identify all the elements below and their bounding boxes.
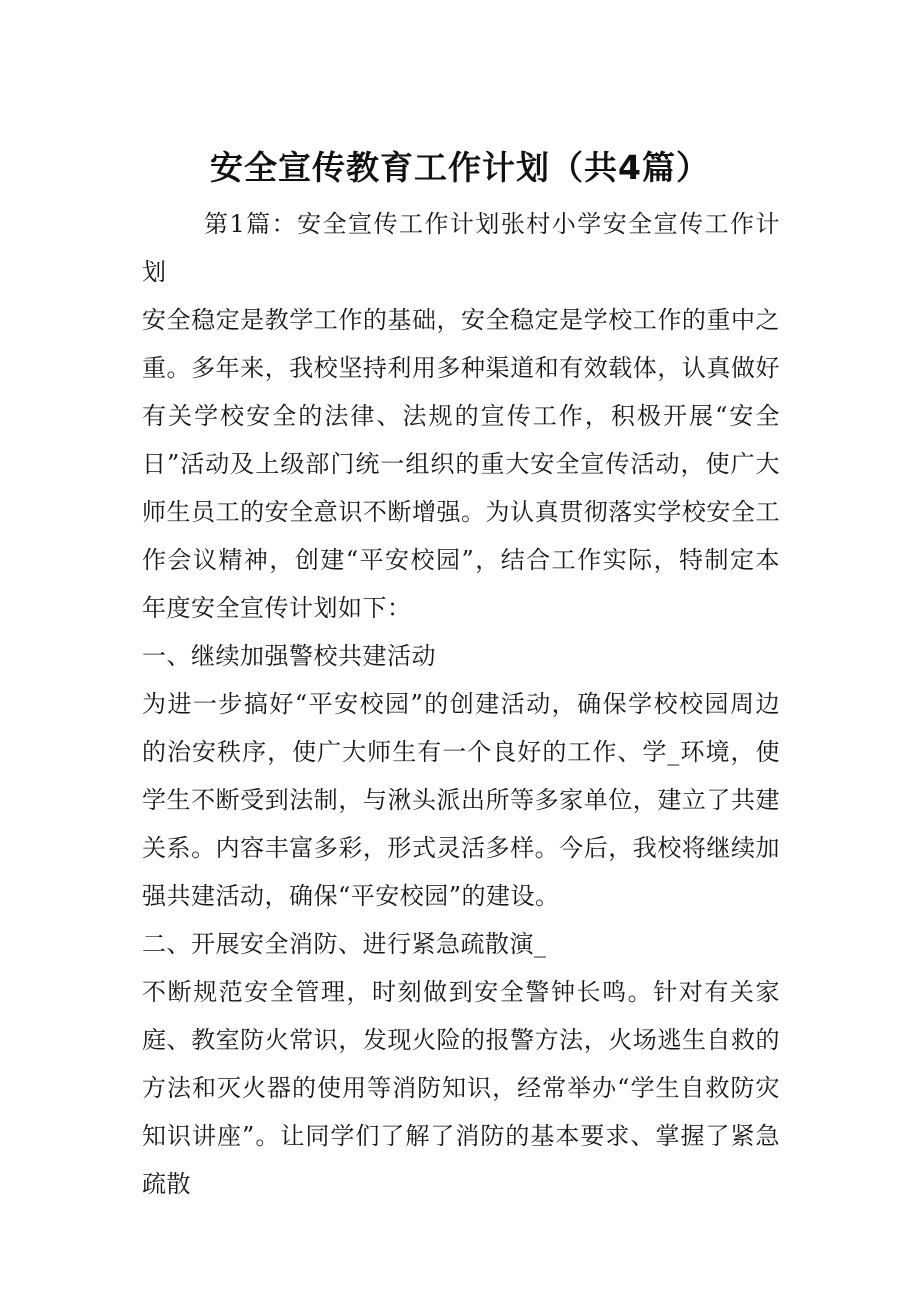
section-heading: 二、开展安全消防、进行紧急疏散演_ <box>142 930 547 958</box>
section-heading: 一、继续加强警校共建活动 <box>142 642 436 670</box>
document-body <box>142 200 780 1208</box>
body-paragraph: 不断规范安全管理，时刻做到安全警钟长鸣。针对有关家庭、教室防火常识，发现火险的报警方法，火场逃生自救的方法和灭火器的使用等消防知识，经常举办“学生自救防灾知识讲座”。让同学们了解了消防的基本要求、掌握了紧急疏散 <box>142 978 780 1198</box>
body-paragraph: 安全稳定是教学工作的基础，安全稳定是学校工作的重中之重。多年来，我校坚持利用多种渠道和有效载体，认真做好有关学校安全的法律、法规的宣传工作，积极开展“安全日”活动及上级部门统一组织的重大安全宣传活动，使广大师生员工的安全意识不断增强。为认真贯彻落实学校安全工作会议精神，创建“平安校园”，结合工作实际，特制定本年度安全宣传计划如下： <box>142 306 780 622</box>
body-paragraph: 为进一步搞好“平安校园”的创建活动，确保学校校园周边的治安秩序，使广大师生有一个良好的工作、学_环境，使学生不断受到法制，与湫头派出所等多家单位，建立了共建关系。内容丰富多彩，形式灵活多样。今后，我校将继续加强共建活动，确保“平安校园”的建设。 <box>142 690 780 910</box>
document-title: 安全宣传教育工作计划（共4篇） <box>210 148 710 187</box>
section-subtitle: 第1篇：安全宣传工作计划张村小学安全宣传工作计划 <box>142 210 780 286</box>
